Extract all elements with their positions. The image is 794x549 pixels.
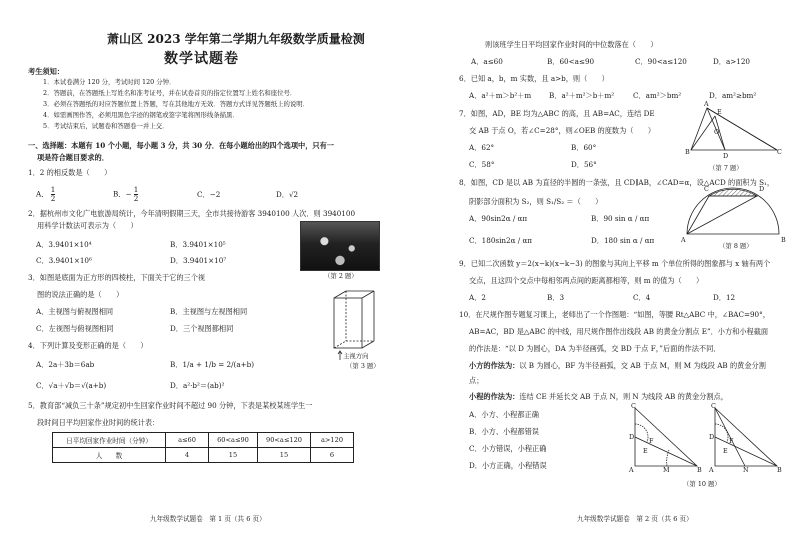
notice-item: 1．本试卷满分 120 分，考试时间 120 分钟． [43,78,176,86]
q10-method-xiaofang [469,361,766,370]
q1-option-b [113,186,138,203]
question-5-stem: 5．教育部“减负三十条”规定初中生回家作业时间不超过 90 分钟，下表是某校某班学生一 [28,401,313,410]
section-heading-cont: 项是符合题目要求的． [37,153,109,162]
question-2-stem: 2．据杭州市文化广电旅游局统计，今年清明假期三天，全市共接待游客 3940100 人次．则 3940100 [28,209,356,218]
q6-option-c: C．am²＞bm² [633,91,682,100]
method-text: 以 B 为圆心，BF 为半径画弧，交 AB 于点 M，则 M 为线段 AB 的黄金分割 [519,361,766,370]
question-4-stem: 4．下列计算及变形正确的是（ ） [28,341,148,350]
table-cell: 15 [258,448,311,463]
q5-option-a: A．a≤60 [471,57,503,66]
point-label: A [681,236,686,244]
q9-option-a: A．2 [469,293,486,302]
q9-option-c: C．4 [633,293,651,302]
q3-option-b: B．主视图与左视图相同 [170,307,248,316]
q7-option-b: B．60° [571,143,597,152]
q7-option-a: A．62° [469,143,495,152]
point-label: F [729,437,734,445]
question-10-stem: 10．在尺规作图专题复习课上，老师出了一个作图题：“如图，等腰 Rt△ABC 中，∠BAC=90°， [459,310,770,319]
point-label: C [704,185,709,193]
question-9-stem: 9．已知二次函数 y＝2(x−k)(x−k−3) 的图象与其向上平移 m 个单位所得的图象都与 x 轴有两个 [459,259,771,268]
q2-option-c: C．3.9401×10⁶ [36,256,92,265]
question-6-stem: 6．已知 a，b，m 实数，且 a>b，则（ ） [459,74,609,83]
q7-caption: （第 7 题） [709,164,743,172]
point-label: D [723,152,729,160]
q10-option-d: D．小方正确，小程错误 [469,461,547,470]
point-label: B [697,466,702,474]
question-5-continuation: 则该班学生日平均回家作业时间的中位数落在（ ） [485,40,658,49]
table-header-cell: 60<a≤90 [209,433,258,448]
q2-option-d: D．3.9401×10⁷ [170,256,227,265]
numerator: 1 [50,185,56,194]
point-label: B [781,236,786,244]
q2-option-b: B．3.9401×10⁵ [170,240,226,249]
q4-option-a: A．2a＋3b＝6ab [36,360,95,369]
question-10-stem-3: 的作法是：“以 D 为圆心，DA 为半径画弧，交 BD 于点 F，”后面的作法不同． [469,344,721,353]
table-row [53,433,354,448]
q2-option-a: A．3.9401×10⁴ [36,240,92,249]
question-5-stem-cont: 段时间日平均回家作业时间的统计表： [37,418,160,427]
question-10-stem-2: AB=AC，BD 是△ABC 的中线，用尺规作图作出线段 AB 的黄金分割点 E”．小方和小程截面 [469,327,769,336]
q2-caption: （第 2 题） [324,272,358,280]
notice-item: 5．考试结束后，试题卷和答题卷一并上交． [43,122,169,130]
point-label: E [717,108,722,116]
q9-option-d: D．12 [713,293,736,302]
point-label: C [711,402,716,410]
q1-option-c: C．−2 [197,190,221,199]
fraction [51,186,56,203]
q7-triangle-figure [687,100,787,164]
q3-option-a: A．主视图与俯视图相同 [36,307,114,316]
table-header-cell: a>120 [311,433,354,448]
table-header-cell: 日平均回家作业时间（分钟） [53,433,166,448]
notice-item: 3．必须在答题纸的对应答题位置上答题，写在其他地方无效．答题方式详见答题纸上的说明． [43,100,310,108]
q8-option-a: A．90sin2α / απ [469,214,528,223]
q2-photo [300,221,380,271]
notice-item: 2．答题前，在答题纸上写姓名和准考证号，并在试卷首页的指定位置写上姓名和座位号． [43,89,297,97]
notice-item: 4．如需画图作答，必须用黑色字迹的钢笔或签字笔将图形线条描黑． [43,111,239,119]
q4-option-b: B．1/a + 1/b = 2/(a+b) [170,360,255,369]
point-label: B [685,148,690,156]
q5-option-c: C．90<a≤120 [635,57,687,66]
q7-option-c: C．58° [469,160,495,169]
point-label: D [629,433,635,441]
numerator: 1 [133,185,139,194]
q10-caption: （第 10 题） [683,480,721,488]
question-8-stem-cont: 阴影部分面积为 S₂，则 S₁/S₂ ＝（ ） [469,197,603,206]
point-label: C [777,148,782,156]
page-footer: 九年级数学试题卷 第 2 页（共 6 页） [577,515,693,523]
point-label: O [714,128,720,136]
q7-option-d: D．56° [571,160,597,169]
q6-option-a: A．a²＋m＞b²＋m [469,91,532,100]
point-label: E [723,447,728,455]
q5-option-d: D．a>120 [713,57,750,66]
question-3-stem: 3．如图是底面为正方形的四棱柱，下面关于它的三个视 [28,273,206,282]
method-label: 小程的作法为： [469,392,520,401]
exam-title: 萧山区 2023 学年第二学期九年级数学质量检测 [107,32,365,46]
q9-option-b: B．3 [547,293,565,302]
point-label: A [709,466,714,474]
q4-option-d: D．a²·b²＝(ab)² [170,381,225,390]
q10-option-c: C．小方错误，小程正确 [469,444,547,453]
point-label: B [777,466,782,474]
point-label: D [759,185,765,193]
denominator: 2 [133,194,139,203]
exam-subtitle: 数学试题卷 [164,51,239,67]
table-cell: 15 [209,448,258,463]
table-header-cell: a≤60 [166,433,209,448]
point-label: A [629,466,634,474]
section-heading: 一、选择题：本题有 10 个小题，每小题 3 分，共 30 分．在每小题给出的四个选项中，只有一 [28,141,334,150]
question-3-stem-cont: 图的说法正确的是（ ） [37,290,124,299]
q3-option-d: D．三个视图都相同 [170,324,234,333]
table-cell: 人 数 [53,448,166,463]
q10-method-xiaofang-cont: 点； [469,376,484,385]
q4-option-c: C．√a＋√b＝√(a+b) [36,381,107,390]
point-label: D [709,433,715,441]
method-label: 小方的作法为： [469,361,520,370]
q1-option-d: D．√2 [276,190,299,199]
q6-option-d: D．am²≥bm² [709,91,757,100]
point-label: C [631,402,636,410]
question-7-stem-cont: 交 AB 于点 O，若∠C=28°，则∠OEB 的度数为（ ） [469,126,656,135]
point-label: M [663,466,670,474]
point-label: N [743,466,749,474]
q10-option-a: A．小方、小程都正确 [469,410,539,419]
q8-option-c: C．180sin2α / απ [469,236,533,245]
homework-time-table [52,432,354,463]
point-label: E [643,447,648,455]
q1-option-a [36,186,55,203]
point-label: F [649,437,654,445]
q10-method-xiaocheng [469,392,728,401]
method-text: 连结 CE 并延长交 AB 于点 N，则 N 为线段 AB 的黄金分割点， [519,392,728,401]
notice-heading: 考生须知： [28,67,64,76]
q8-option-b: B．90 sin α / απ [591,214,650,223]
denominator: 2 [50,194,56,203]
table-row [53,448,354,463]
q8-semicircle-figure [679,184,789,244]
option-letter: A． [36,189,49,199]
question-7-stem: 7．如图，AD，BE 均为△ABC 的高，且 AB=AC，连结 DE [459,109,655,118]
point-label: A [704,100,709,108]
question-8-stem: 8．如图，CD 是以 AB 为直径的半圆的一条弦，且 CD∥AB，∠CAD=α，设△ACD 的面积为 S₁， [459,178,775,187]
page-footer: 九年级数学试题卷 第 1 页（共 6 页） [150,515,266,523]
q3-caption: （第 3 题） [346,362,380,370]
q3-arrow-label: 主视方向 [343,352,369,360]
q5-option-b: B．60<a≤90 [547,57,595,66]
table-cell: 6 [311,448,354,463]
q8-option-d: D．180 sin α / απ [591,236,655,245]
q6-option-b: B．a²＋m²＞b＋m² [549,91,615,100]
question-2-stem-cont: 用科学计数法可表示为（ ） [37,221,138,230]
q3-option-c: C．左视图与俯视图相同 [36,324,114,333]
q8-caption: （第 8 题） [719,242,753,250]
question-1-stem: 1．2 的相反数是（ ） [28,168,112,177]
exam-page-2 [397,0,794,549]
option-letter: B．− [113,189,132,199]
table-header-cell: 90<a≤120 [258,433,311,448]
fraction [134,186,139,203]
table-cell: 4 [166,448,209,463]
q10-option-b: B．小方、小程都错误 [469,427,539,436]
question-9-stem-cont: 交点，且这四个交点中每相邻两点间的距离都相等，则 m 的值为（ ） [469,276,704,285]
